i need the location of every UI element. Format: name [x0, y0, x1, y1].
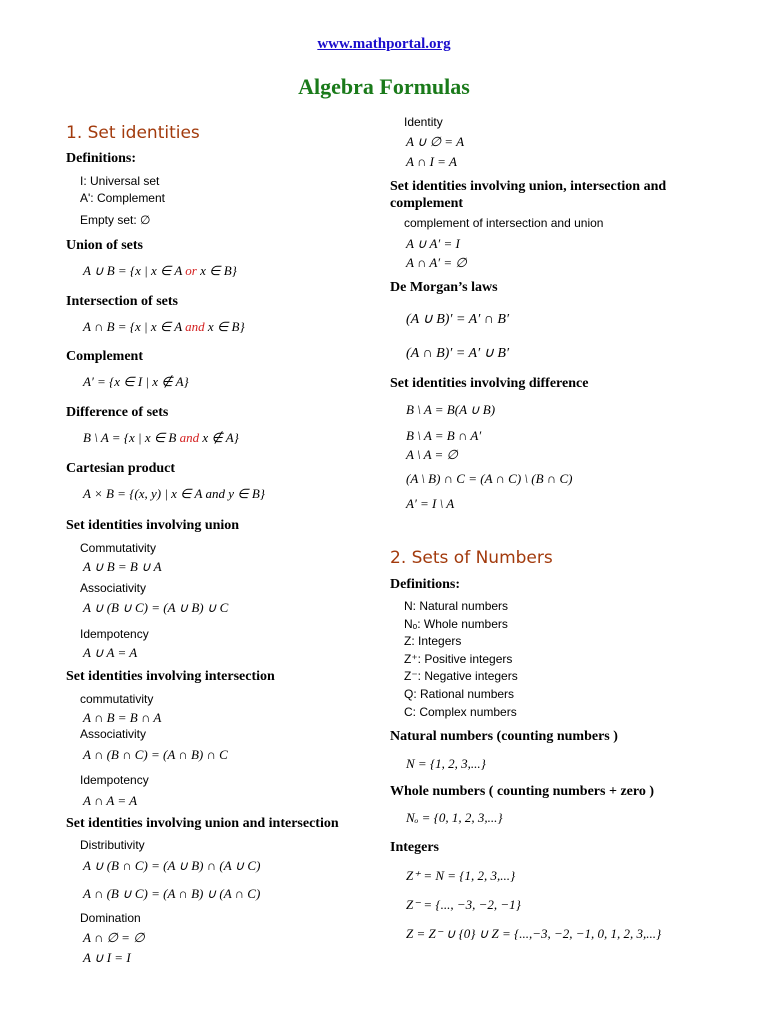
def-complement: A': Complement	[80, 191, 165, 205]
difference-formula-1: B \ A = B(A ∪ B)	[406, 402, 496, 417]
difference-formula-5: A′ = I \ A	[406, 496, 455, 511]
domination-formula-2: A ∪ I = I	[83, 950, 131, 965]
union-commutativity-label: Commutativity	[80, 541, 157, 555]
union-idempotency-label: Idempotency	[80, 627, 149, 641]
demorgan-formula-2: (A ∩ B)′ = A′ ∪ B′	[406, 346, 510, 361]
complement-heading: Complement	[66, 349, 143, 364]
identity-formula-2: A ∩ I = A	[406, 154, 457, 169]
def-integers: Z: Integers	[404, 634, 462, 648]
union-commutativity-formula: A ∪ B = B ∪ A	[83, 559, 162, 574]
cartesian-heading: Cartesian product	[66, 461, 176, 476]
identity-label: Identity	[404, 115, 443, 129]
def-complex: C: Complex numbers	[404, 705, 517, 719]
intersection-identities-heading: Set identities involving intersection	[66, 669, 275, 684]
integers-formula-2: Z⁻ = {..., −3, −2, −1}	[406, 897, 521, 912]
uic-heading: Set identities involving union, intersection and complement	[390, 179, 667, 211]
union-associativity-label: Associativity	[80, 581, 147, 595]
section-set-identities: 1. Set identities	[66, 123, 200, 143]
union-associativity-formula: A ∪ (B ∪ C) = (A ∪ B) ∪ C	[83, 600, 229, 615]
difference-identities-heading: Set identities involving difference	[390, 376, 589, 391]
union-formula: A ∪ B = {x | x ∈ A or x ∈ B}	[83, 263, 237, 278]
whole-numbers-formula: Nₒ = {0, 1, 2, 3,...}	[406, 810, 503, 825]
difference-formula: B \ A = {x | x ∈ B and x ∉ A}	[83, 430, 239, 445]
difference-formula-4: (A \ B) ∩ C = (A ∩ C) \ (B ∩ C)	[406, 471, 573, 486]
intersection-idempotency-label: Idempotency	[80, 773, 149, 787]
cartesian-formula: A × B = {(x, y) | x ∈ A and y ∈ B}	[83, 486, 265, 501]
union-intersection-heading: Set identities involving union and intersection	[66, 816, 339, 831]
union-heading: Union of sets	[66, 238, 144, 253]
demorgan-formula-1: (A ∪ B)′ = A′ ∩ B′	[406, 312, 510, 327]
def-empty: Empty set: ∅	[80, 213, 151, 227]
distributivity-label: Distributivity	[80, 838, 145, 852]
identity-formula-1: A ∪ ∅ = A	[406, 134, 465, 149]
intersection-commutativity-label: commutativity	[80, 692, 154, 706]
natural-numbers-formula: N = {1, 2, 3,...}	[406, 756, 486, 771]
uic-formula-1: A ∪ A′ = I	[406, 236, 460, 251]
def-rational: Q: Rational numbers	[404, 687, 515, 701]
domination-label: Domination	[80, 911, 141, 925]
intersection-formula: A ∩ B = {x | x ∈ A and x ∈ B}	[83, 319, 245, 334]
def-whole: Nₒ: Whole numbers	[404, 617, 508, 631]
union-idempotency-formula: A ∪ A = A	[83, 645, 138, 660]
difference-formula-3: A \ A = ∅	[406, 447, 458, 462]
numbers-definitions-heading: Definitions:	[390, 577, 460, 592]
def-positive-integers: Z⁺: Positive integers	[404, 652, 513, 666]
section-sets-of-numbers: 2. Sets of Numbers	[390, 548, 553, 568]
def-universal: I: Universal set	[80, 174, 160, 188]
def-natural: N: Natural numbers	[404, 599, 509, 613]
intersection-associativity-formula: A ∩ (B ∩ C) = (A ∩ B) ∩ C	[83, 747, 228, 762]
mathportal-link[interactable]: www.mathportal.org	[317, 36, 451, 52]
difference-formula-2: B \ A = B ∩ A′	[406, 428, 482, 443]
intersection-associativity-label: Associativity	[80, 727, 147, 741]
union-identities-heading: Set identities involving union	[66, 518, 240, 533]
intersection-commutativity-formula: A ∩ B = B ∩ A	[83, 710, 162, 725]
difference-heading: Difference of sets	[66, 405, 169, 420]
complement-formula: A′ = {x ∈ I | x ∉ A}	[83, 374, 189, 389]
demorgan-heading: De Morgan’s laws	[390, 280, 498, 295]
intersection-idempotency-formula: A ∩ A = A	[83, 793, 138, 808]
whole-numbers-heading: Whole numbers ( counting numbers + zero )	[390, 784, 654, 799]
page-title: Algebra Formulas	[298, 74, 470, 99]
def-negative-integers: Z⁻: Negative integers	[404, 669, 518, 683]
integers-formula-3: Z = Z⁻ ∪ {0} ∪ Z = {...,−3, −2, −1, 0, 1, 2, 3,...}	[406, 926, 662, 941]
uic-label: complement of intersection and union	[404, 216, 604, 230]
uic-formula-2: A ∩ A′ = ∅	[406, 255, 467, 270]
distributivity-formula-2: A ∩ (B ∪ C) = (A ∩ B) ∪ (A ∩ C)	[83, 886, 261, 901]
domination-formula-1: A ∩ ∅ = ∅	[83, 930, 145, 945]
distributivity-formula-1: A ∪ (B ∩ C) = (A ∪ B) ∩ (A ∪ C)	[83, 858, 261, 873]
natural-numbers-heading: Natural numbers (counting numbers )	[390, 729, 618, 744]
intersection-heading: Intersection of sets	[66, 294, 178, 309]
definitions-heading: Definitions:	[66, 151, 136, 166]
integers-formula-1: Z⁺ = N = {1, 2, 3,...}	[406, 868, 516, 883]
integers-heading: Integers	[390, 840, 439, 855]
